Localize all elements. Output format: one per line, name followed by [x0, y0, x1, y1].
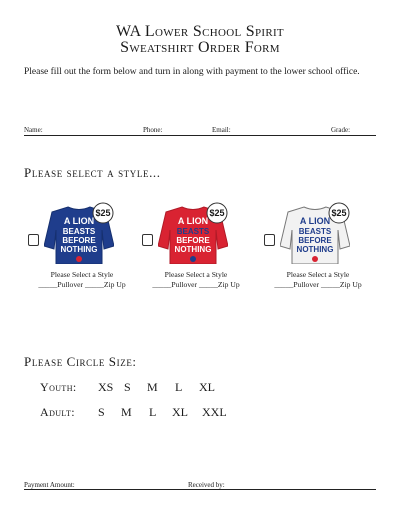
style-pullover-zip-line[interactable]: _____Pullover _____Zip Up: [38, 280, 126, 289]
svg-text:BEFORE: BEFORE: [62, 236, 96, 245]
style-caption: Please Select a Style: [50, 270, 114, 279]
form-title-line2: Sweatshirt Order Form: [120, 39, 280, 56]
price-label: $25: [95, 208, 111, 218]
svg-text:NOTHING: NOTHING: [174, 245, 212, 254]
phone-label: Phone:: [143, 126, 163, 134]
adult-label: Adult:: [40, 405, 75, 419]
youth-size-l[interactable]: L: [175, 380, 183, 394]
price-label: $25: [209, 208, 225, 218]
svg-text:BEASTS: BEASTS: [62, 227, 96, 236]
youth-size-xs[interactable]: XS: [98, 380, 114, 394]
instructions-text: Please fill out the form below and turn in along with payment to the lower school office.: [24, 67, 360, 77]
adult-size-l[interactable]: L: [149, 405, 157, 419]
svg-text:NOTHING: NOTHING: [296, 245, 334, 254]
info-fields-line[interactable]: [24, 135, 376, 136]
style-pullover-zip-line[interactable]: _____Pullover _____Zip Up: [274, 280, 362, 289]
style-option-red[interactable]: [142, 200, 242, 270]
youth-size-m[interactable]: M: [147, 380, 158, 394]
name-label: Name:: [24, 126, 43, 134]
svg-text:BEFORE: BEFORE: [176, 236, 210, 245]
received-by-label: Received by:: [188, 481, 225, 489]
style-option-white[interactable]: [264, 200, 364, 270]
footer-line[interactable]: [24, 489, 376, 490]
svg-text:NOTHING: NOTHING: [60, 245, 98, 254]
style-caption: Please Select a Style: [164, 270, 228, 279]
svg-text:BEFORE: BEFORE: [298, 236, 332, 245]
style-caption: Please Select a Style: [286, 270, 350, 279]
svg-text:BEASTS: BEASTS: [176, 227, 210, 236]
style-checkbox[interactable]: [264, 234, 275, 246]
price-label: $25: [331, 208, 347, 218]
adult-size-m[interactable]: M: [121, 405, 132, 419]
youth-label: Youth:: [40, 380, 77, 394]
adult-size-xxl[interactable]: XXL: [202, 405, 227, 419]
style-option-navy[interactable]: [28, 200, 128, 270]
svg-text:A LION: A LION: [63, 216, 95, 226]
email-label: Email:: [212, 126, 231, 134]
style-checkbox[interactable]: [28, 234, 39, 246]
style-section-heading: Please select a style...: [24, 165, 161, 180]
style-checkbox[interactable]: [142, 234, 153, 246]
style-pullover-zip-line[interactable]: _____Pullover _____Zip Up: [152, 280, 240, 289]
adult-size-s[interactable]: S: [98, 405, 105, 419]
svg-text:A LION: A LION: [177, 216, 209, 226]
youth-size-xl[interactable]: XL: [199, 380, 215, 394]
svg-text:A LION: A LION: [299, 216, 331, 226]
form-title-line1: WA Lower School Spirit: [116, 23, 284, 40]
payment-amount-label: Payment Amount:: [24, 481, 75, 489]
size-section-heading: Please Circle Size:: [24, 354, 137, 369]
grade-label: Grade:: [331, 126, 351, 134]
youth-size-s[interactable]: S: [124, 380, 131, 394]
svg-text:BEASTS: BEASTS: [298, 227, 332, 236]
adult-size-xl[interactable]: XL: [172, 405, 188, 419]
